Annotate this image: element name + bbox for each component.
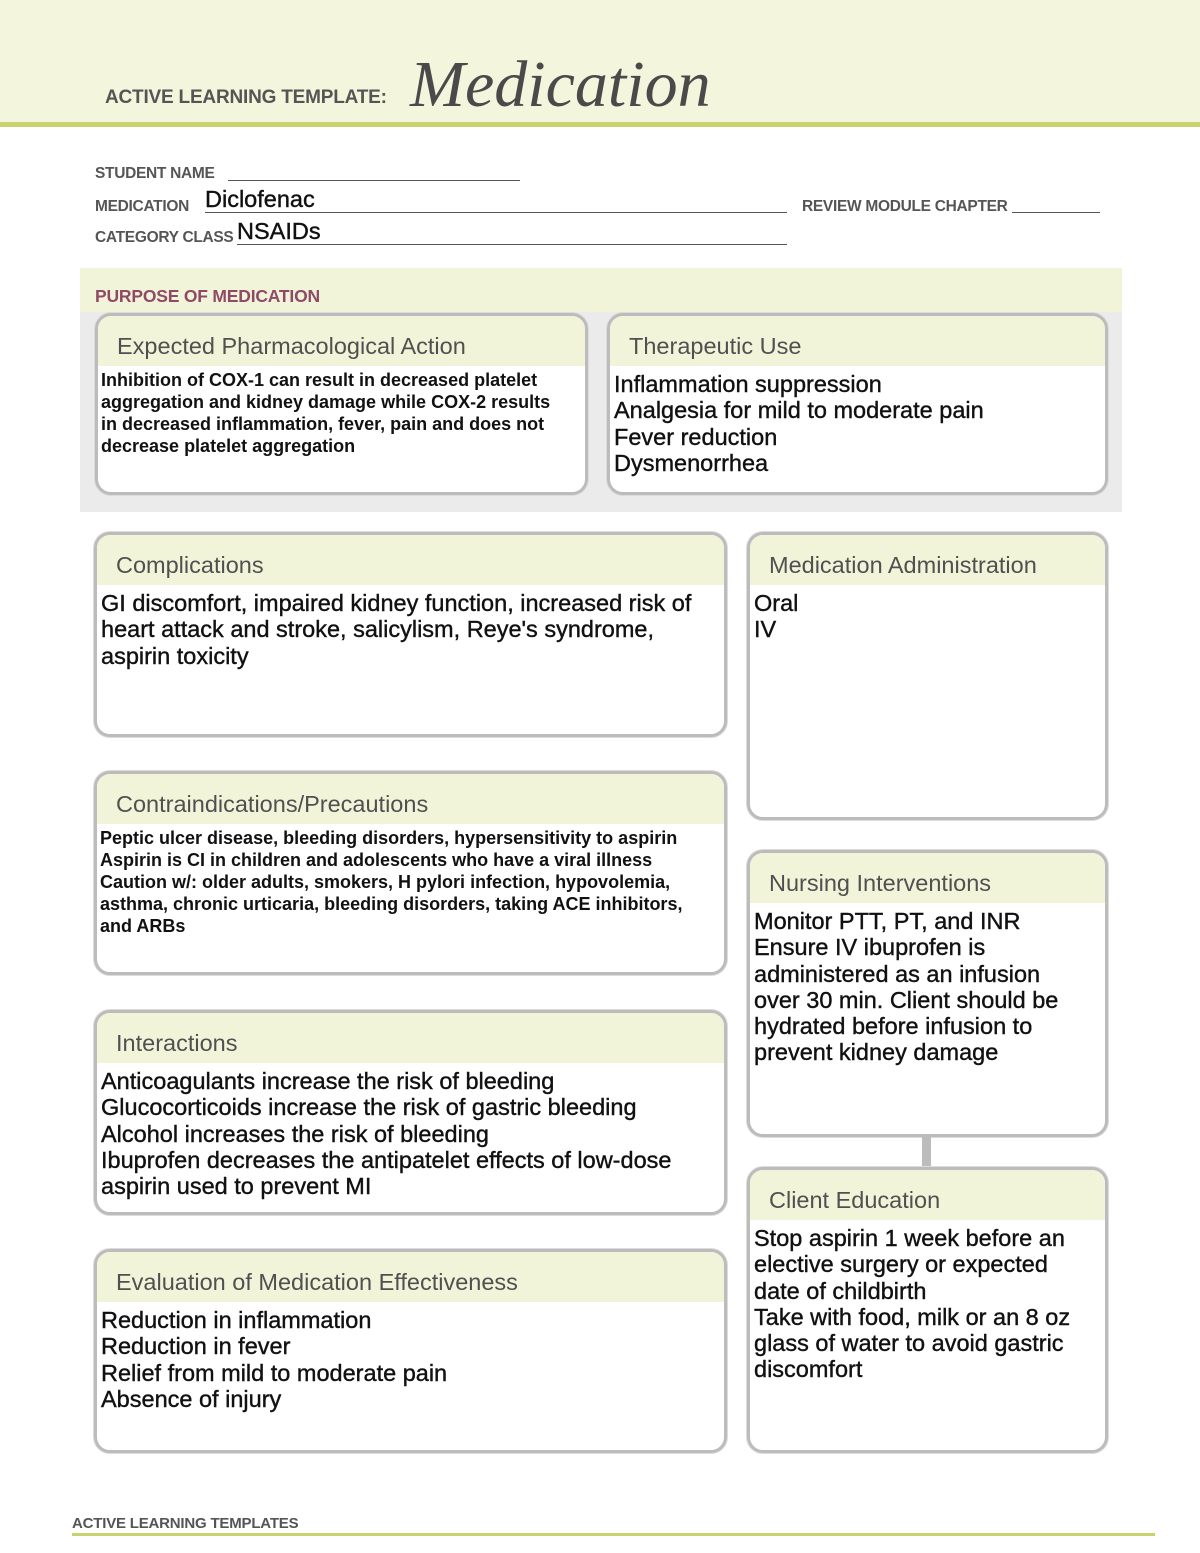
medication-label: MEDICATION [95,198,190,215]
template-label: ACTIVE LEARNING TEMPLATE: [105,87,387,108]
medication-field[interactable] [205,186,787,213]
page-title: Medication [410,48,711,121]
therapeutic-use-content[interactable] [610,366,1105,476]
nursing-interventions-line: administered as an infusion [754,960,1041,987]
review-module-chapter-label: REVIEW MODULE CHAPTER [802,198,1008,215]
student-name-field[interactable] [228,158,520,181]
contraindications-header [97,774,724,824]
evaluation-line: Relief from mild to moderate pain [101,1359,448,1386]
interactions-line: aspirin used to prevent MI [101,1173,372,1200]
interactions-header [97,1013,724,1063]
complications-header [97,535,724,585]
box-connector [922,1137,931,1167]
therapeutic-use-line: Inflammation suppression [614,371,882,397]
nursing-interventions-box [747,850,1108,1137]
interactions-line: Anticoagulants increase the risk of bleeding [101,1068,555,1094]
expected-action-line: aggregation and kidney damage while COX-2 results [101,391,551,412]
complications-box [94,532,727,737]
therapeutic-use-header [610,316,1105,366]
contraindications-line: asthma, chronic urticaria, bleeding disorders, taking ACE inhibitors, [100,893,683,914]
complications-line: heart attack and stroke, salicylism, Reye's syndrome, [101,616,655,643]
expected-action-line: decrease platelet aggregation [101,435,356,456]
contraindications-line: Peptic ulcer disease, bleeding disorders, hypersensitivity to aspirin [100,827,678,848]
contraindications-box [94,771,727,975]
therapeutic-use-box [607,313,1108,495]
client-education-title: Client Education [769,1187,941,1213]
complications-line: GI discomfort, impaired kidney function, increased risk of [101,590,692,616]
footer-label: ACTIVE LEARNING TEMPLATES [72,1515,299,1532]
evaluation-header [97,1252,724,1302]
interactions-content[interactable] [97,1063,724,1199]
expected-action-line: in decreased inflammation, fever, pain and does not [101,413,545,434]
purpose-label: PURPOSE OF MEDICATION [95,286,320,306]
medication-administration-header [750,535,1105,585]
student-name-label: STUDENT NAME [95,165,215,182]
client-education-line: discomfort [754,1356,863,1383]
contraindications-title: Contraindications/Precautions [116,791,429,817]
evaluation-line: Reduction in fever [101,1333,291,1360]
category-class-field[interactable] [237,218,787,245]
interactions-line: Glucocorticoids increase the risk of gastric bleeding [101,1094,637,1121]
nursing-interventions-line: Monitor PTT, PT, and INR [754,908,1021,934]
review-module-chapter-field[interactable] [1012,190,1100,213]
medication-administration-line: Oral [754,590,799,616]
evaluation-content[interactable] [97,1302,724,1412]
medication-administration-line: IV [754,616,777,643]
therapeutic-use-line: Dysmenorrhea [614,449,769,476]
footer-rule [72,1533,1155,1536]
contraindications-line: and ARBs [100,915,186,936]
therapeutic-use-line: Fever reduction [614,423,778,450]
client-education-line: date of childbirth [754,1277,927,1304]
therapeutic-use-title: Therapeutic Use [629,333,802,359]
medication-administration-box [747,532,1108,820]
interactions-line: Ibuprofen decreases the antipatelet effects of low-dose [101,1146,672,1173]
nursing-interventions-line: hydrated before infusion to [754,1013,1033,1040]
evaluation-box [94,1249,727,1453]
header-rule [0,122,1200,127]
expected-action-box [95,313,588,495]
client-education-box [747,1167,1108,1453]
expected-action-content[interactable] [98,366,585,457]
interactions-box [94,1010,727,1215]
contraindications-line: Caution w/: older adults, smokers, H pylori infection, hypovolemia, [100,871,671,892]
client-education-line: Stop aspirin 1 week before an [754,1225,1065,1251]
expected-action-line: Inhibition of COX-1 can result in decreased platelet [101,369,538,390]
client-education-header [750,1170,1105,1220]
category-class-value: NSAIDs [237,218,321,244]
complications-content[interactable] [97,585,724,669]
interactions-title: Interactions [116,1030,238,1056]
nursing-interventions-content[interactable] [750,903,1105,1066]
evaluation-line: Absence of injury [101,1385,282,1412]
therapeutic-use-line: Analgesia for mild to moderate pain [614,397,984,424]
nursing-interventions-line: prevent kidney damage [754,1039,999,1066]
evaluation-line: Reduction in inflammation [101,1307,372,1333]
evaluation-title: Evaluation of Medication Effectiveness [116,1269,518,1295]
nursing-interventions-line: Ensure IV ibuprofen is [754,934,986,961]
medication-administration-title: Medication Administration [769,552,1037,578]
contraindications-content[interactable] [97,824,724,937]
interactions-line: Alcohol increases the risk of bleeding [101,1120,489,1147]
contraindications-line: Aspirin is CI in children and adolescents who have a viral illness [100,849,653,870]
expected-action-title: Expected Pharmacological Action [117,333,466,359]
complications-title: Complications [116,552,264,578]
client-education-line: Take with food, milk or an 8 oz [754,1303,1071,1330]
nursing-interventions-title: Nursing Interventions [769,870,992,896]
medication-administration-content[interactable] [750,585,1105,643]
expected-action-header [98,316,585,366]
client-education-line: glass of water to avoid gastric [754,1330,1064,1357]
client-education-content[interactable] [750,1220,1105,1383]
medication-value: Diclofenac [205,186,315,212]
client-education-line: elective surgery or expected [754,1251,1048,1278]
nursing-interventions-header [750,853,1105,903]
complications-line: aspirin toxicity [101,642,249,669]
category-class-label: CATEGORY CLASS [95,229,234,246]
nursing-interventions-line: over 30 min. Client should be [754,986,1059,1013]
